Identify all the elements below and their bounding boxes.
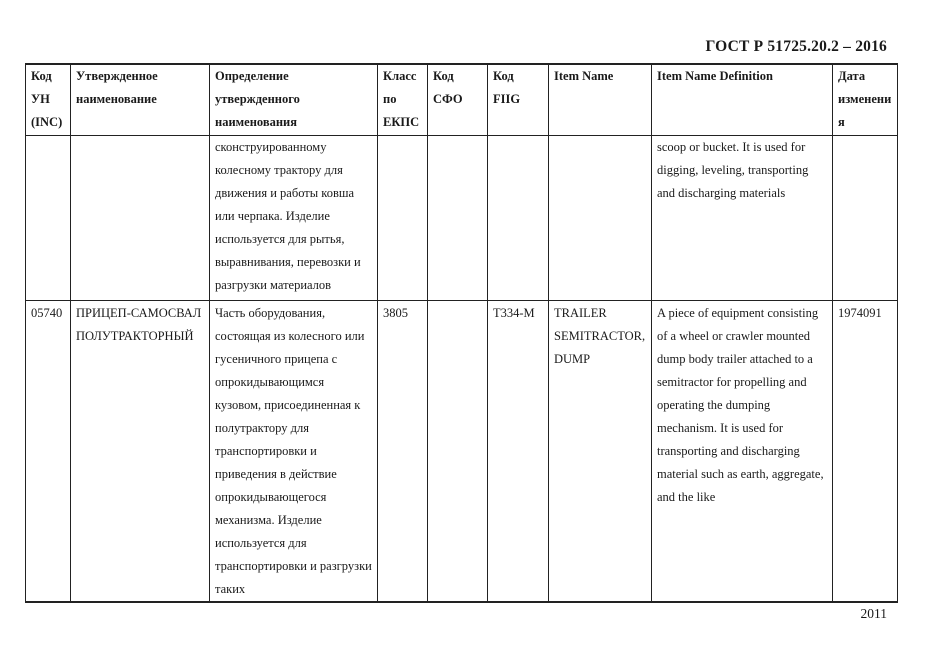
col-header-fiig: Код FIIG	[488, 64, 549, 136]
document-code: ГОСТ Р 51725.20.2 – 2016	[705, 38, 887, 55]
col-header-definition: Определение утвержденного наименования	[210, 64, 378, 136]
cell-ekps: 3805	[378, 301, 428, 603]
cell-ekps	[378, 136, 428, 301]
col-header-name: Утвержденное наименование	[71, 64, 210, 136]
table-header-row	[26, 64, 898, 136]
cell-name	[71, 136, 210, 301]
cell-name: ПРИЦЕП-САМОСВАЛ ПОЛУТРАКТОРНЫЙ	[71, 301, 210, 603]
col-header-ekps: Класс по ЕКПС	[378, 64, 428, 136]
col-header-date: Дата изменения	[833, 64, 898, 136]
col-header-item-name: Item Name	[549, 64, 652, 136]
cell-sfo	[428, 301, 488, 603]
cell-item-name: TRAILER SEMITRACTOR, DUMP	[549, 301, 652, 603]
col-header-sfo: Код СФО	[428, 64, 488, 136]
cell-date	[833, 136, 898, 301]
page-number: 2011	[860, 606, 887, 621]
table-row	[26, 301, 898, 603]
cell-definition: Часть оборудования, состоящая из колесного или гусеничного прицепа с опрокидывающимся кузовом, присоединенная к полутрактору для транспортировки и приведения в действие опрокидывающегося механизма. Изделие используется для транспортировки и разгрузки таких	[210, 301, 378, 603]
cell-fiig	[488, 136, 549, 301]
cell-inc: 05740	[26, 301, 71, 603]
cell-date: 1974091	[833, 301, 898, 603]
catalog-table	[25, 63, 898, 603]
cell-fiig: T334-M	[488, 301, 549, 603]
cell-inc	[26, 136, 71, 301]
col-header-item-name-definition: Item Name Definition	[652, 64, 833, 136]
cell-item-name-definition: scoop or bucket. It is used for digging, leveling, transporting and discharging materials	[652, 136, 833, 301]
col-header-inc: Код УН (INC)	[26, 64, 71, 136]
cell-item-name	[549, 136, 652, 301]
cell-item-name-definition: A piece of equipment consisting of a wheel or crawler mounted dump body trailer attached to a semitractor for propelling and operating the dumping mechanism. It is used for transporting and discharging material such as earth, aggregate, and the like	[652, 301, 833, 603]
table-row-continuation	[26, 136, 898, 301]
cell-sfo	[428, 136, 488, 301]
cell-definition: сконструированному колесному трактору для движения и работы ковша или черпака. Изделие используется для рытья, выравнивания, перевозки и разгрузки материалов	[210, 136, 378, 301]
